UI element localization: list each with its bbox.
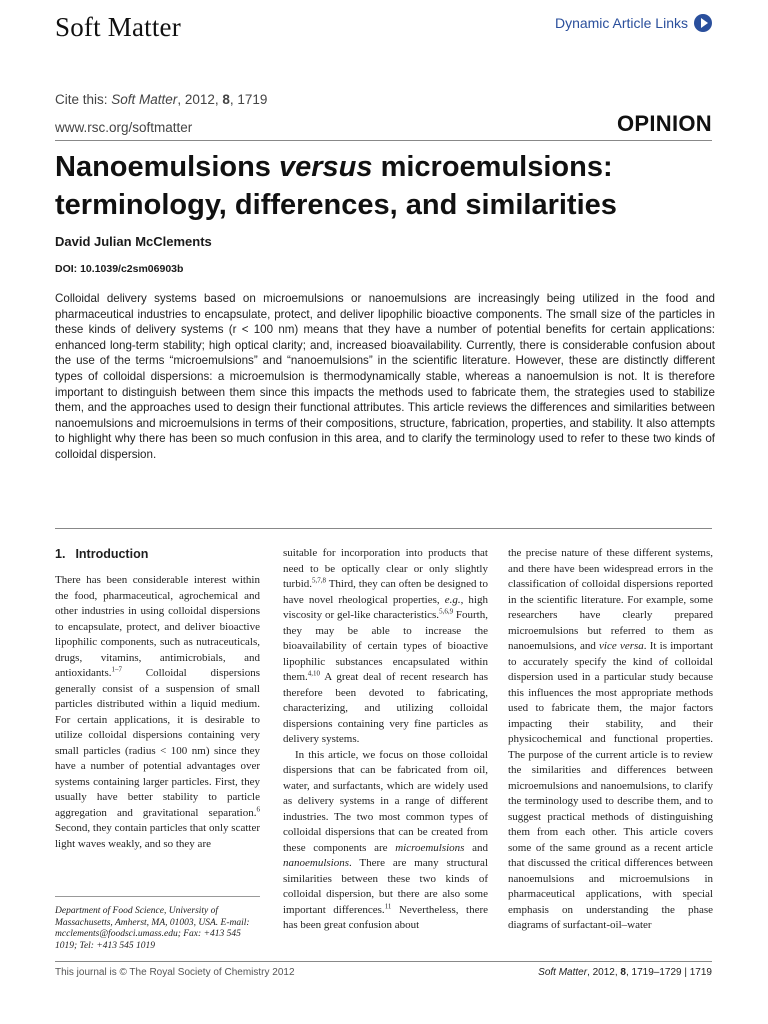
body-column-3 (508, 546, 713, 934)
author: David Julian McClements (55, 234, 212, 249)
cite-prefix: Cite this: (55, 92, 112, 107)
reference[interactable]: 11 (384, 901, 392, 910)
paragraph: In this article, we focus on those colloidal dispersions that can be fabricated from oil, water, and surfactants, which are widely used as delivery systems in a range of different industries. The two most common types of colloidal dispersions that can be created from these components are microemulsions and nanoemulsions. There are many structural similarities between these two kinds of colloidal dispersion, but there are also some important differences.$^{11}$ Nevertheless, there has been great confusion about (283, 748, 488, 931)
reference[interactable]: 5,7,8 (312, 576, 327, 585)
article-type: OPINION (617, 111, 712, 136)
play-icon[interactable] (694, 14, 712, 32)
reference[interactable]: 4,10 (307, 669, 320, 678)
footer-copyright: This journal is © The Royal Society of Chemistry 2012 (55, 967, 295, 978)
journal-url[interactable]: www.rsc.org/softmatter (55, 120, 193, 135)
dynamic-article-links[interactable] (555, 14, 712, 32)
cite-year: , 2012, (177, 92, 223, 107)
affiliation: Department of Food Science, University of Massachusetts, Amherst, MA, 01003, USA. E-mail: mcclements@foodsci.umass.edu; Fax: +413 545 1019; Tel: +413 545 1019 (55, 906, 250, 951)
article-title: Nanoemulsions versus microemulsions: terminology, differences, and similarities (55, 151, 617, 221)
affiliation-divider (55, 896, 260, 897)
paragraph: There has been considerable interest within the food, pharmaceutical, agrochemical and other industries in using colloidal dispersions to encapsulate, protect, and deliver bioactive lipophilic components, such as nutraceuticals, drugs, vitamins, antimicrobials, and antioxidants.$^{1-7}$ Colloidal dispersions generally consist of a suspension of small particles distributed within a liquid medium. For certain applications, it is desirable to utilize colloidal dispersions containing very small particles (radius < 100 nm) since they have a number of potential advantages over systems containing larger particles. First, they usually have better stability to particle aggregation and gravitational separation.$^6$ Second, they contain particles that only scatter light waves weakly, and so they are (55, 574, 260, 850)
body-column-1 (55, 546, 260, 852)
reference[interactable]: 1–7 (111, 665, 123, 674)
section-heading: 1. Introduction (55, 547, 149, 561)
body-column-2 (283, 546, 488, 934)
citation-line (55, 92, 267, 107)
footer-divider (55, 961, 712, 962)
doi[interactable]: DOI: 10.1039/c2sm06903b (55, 263, 184, 275)
dynamic-links-label[interactable]: Dynamic Article Links (554, 15, 688, 31)
cite-page: , 1719 (229, 92, 268, 107)
journal-title: Soft Matter (55, 12, 181, 42)
cite-volume: 8 (222, 92, 230, 107)
reference[interactable]: 6 (256, 804, 260, 813)
header-divider (55, 140, 712, 141)
abstract-divider (55, 528, 712, 529)
paragraph: the precise nature of these different systems, and there have been widespread errors in the classification of colloidal dispersions reported in the scientific literature. For example, some researchers have clearly prepared microemulsions but referred to them as nanoemulsions, and vice versa. It is important to accurately specify the kind of colloidal dispersion used in a particular study because this influences the most appropriate methods used to fabricate them, the major factors impacting their stability, and their physicochemical and functional properties. The purpose of the current article is to review the similarities and differences between microemulsions and nanoemulsions, to clarify the terminology used to describe them, and to suggest practical methods of distinguishing them from each other. This article covers some of the same ground as a recent article that discussed the critical differences between nanoemulsions and microemulsions in pharmaceutical applications, with special emphasis on understanding the phase diagrams of surfactant-oil–water (508, 547, 713, 931)
cite-journal: Soft Matter (111, 92, 178, 107)
paragraph: suitable for incorporation into products that need to be optically clear or only slightly turbid.$^{5,7,8}$ Third, they can often be designed to have novel rheological properties, e.g., high viscosity or gel-like characteristics.$^{5,6,9}$ Fourth, they may be able to increase the bioavailability of certain types of bioactive lipophilic substances encapsulated within them.$^{4,10}$ A great deal of recent research has therefore been devoted to fabricating, characterizing, and utilizing colloidal dispersions containing very fine particles as delivery systems. (283, 547, 488, 745)
abstract: Colloidal delivery systems based on microemulsions or nanoemulsions are increasingly being utilized in the food and pharmaceutical industries to encapsulate, protect, and deliver lipophilic bioactive components. The small size of the particles in these kinds of delivery systems (r < 100 nm) means that they have a number of potential benefits for certain applications: enhanced long-term stability; high optical clarity; and, increased bioavailability. Currently, there is considerable confusion about the use of the terms “microemulsions” and “nanoemulsions” in the scientific literature. However, these are distinctly different types of colloidal dispersions: a microemulsion is thermodynamically stable, whereas a nanoemulsion is not. It is therefore important to distinguish between them since this impacts the methods used to fabricate them, the strategies used to stabilize them, and the approaches used to design their functional attributes. This article reviews the differences and similarities between nanoemulsions and microemulsions in terms of their compositions, structure, fabrication, properties, and stability. It also attempts to highlight why there has been so much confusion in this area, and to clarify the terminology used to refer to these two kinds of colloidal dispersion. (55, 292, 715, 461)
footer-citation: Soft Matter, 2012, 8, 1719–1729 | 1719 (538, 967, 712, 978)
reference[interactable]: 5,6,9 (439, 607, 454, 616)
